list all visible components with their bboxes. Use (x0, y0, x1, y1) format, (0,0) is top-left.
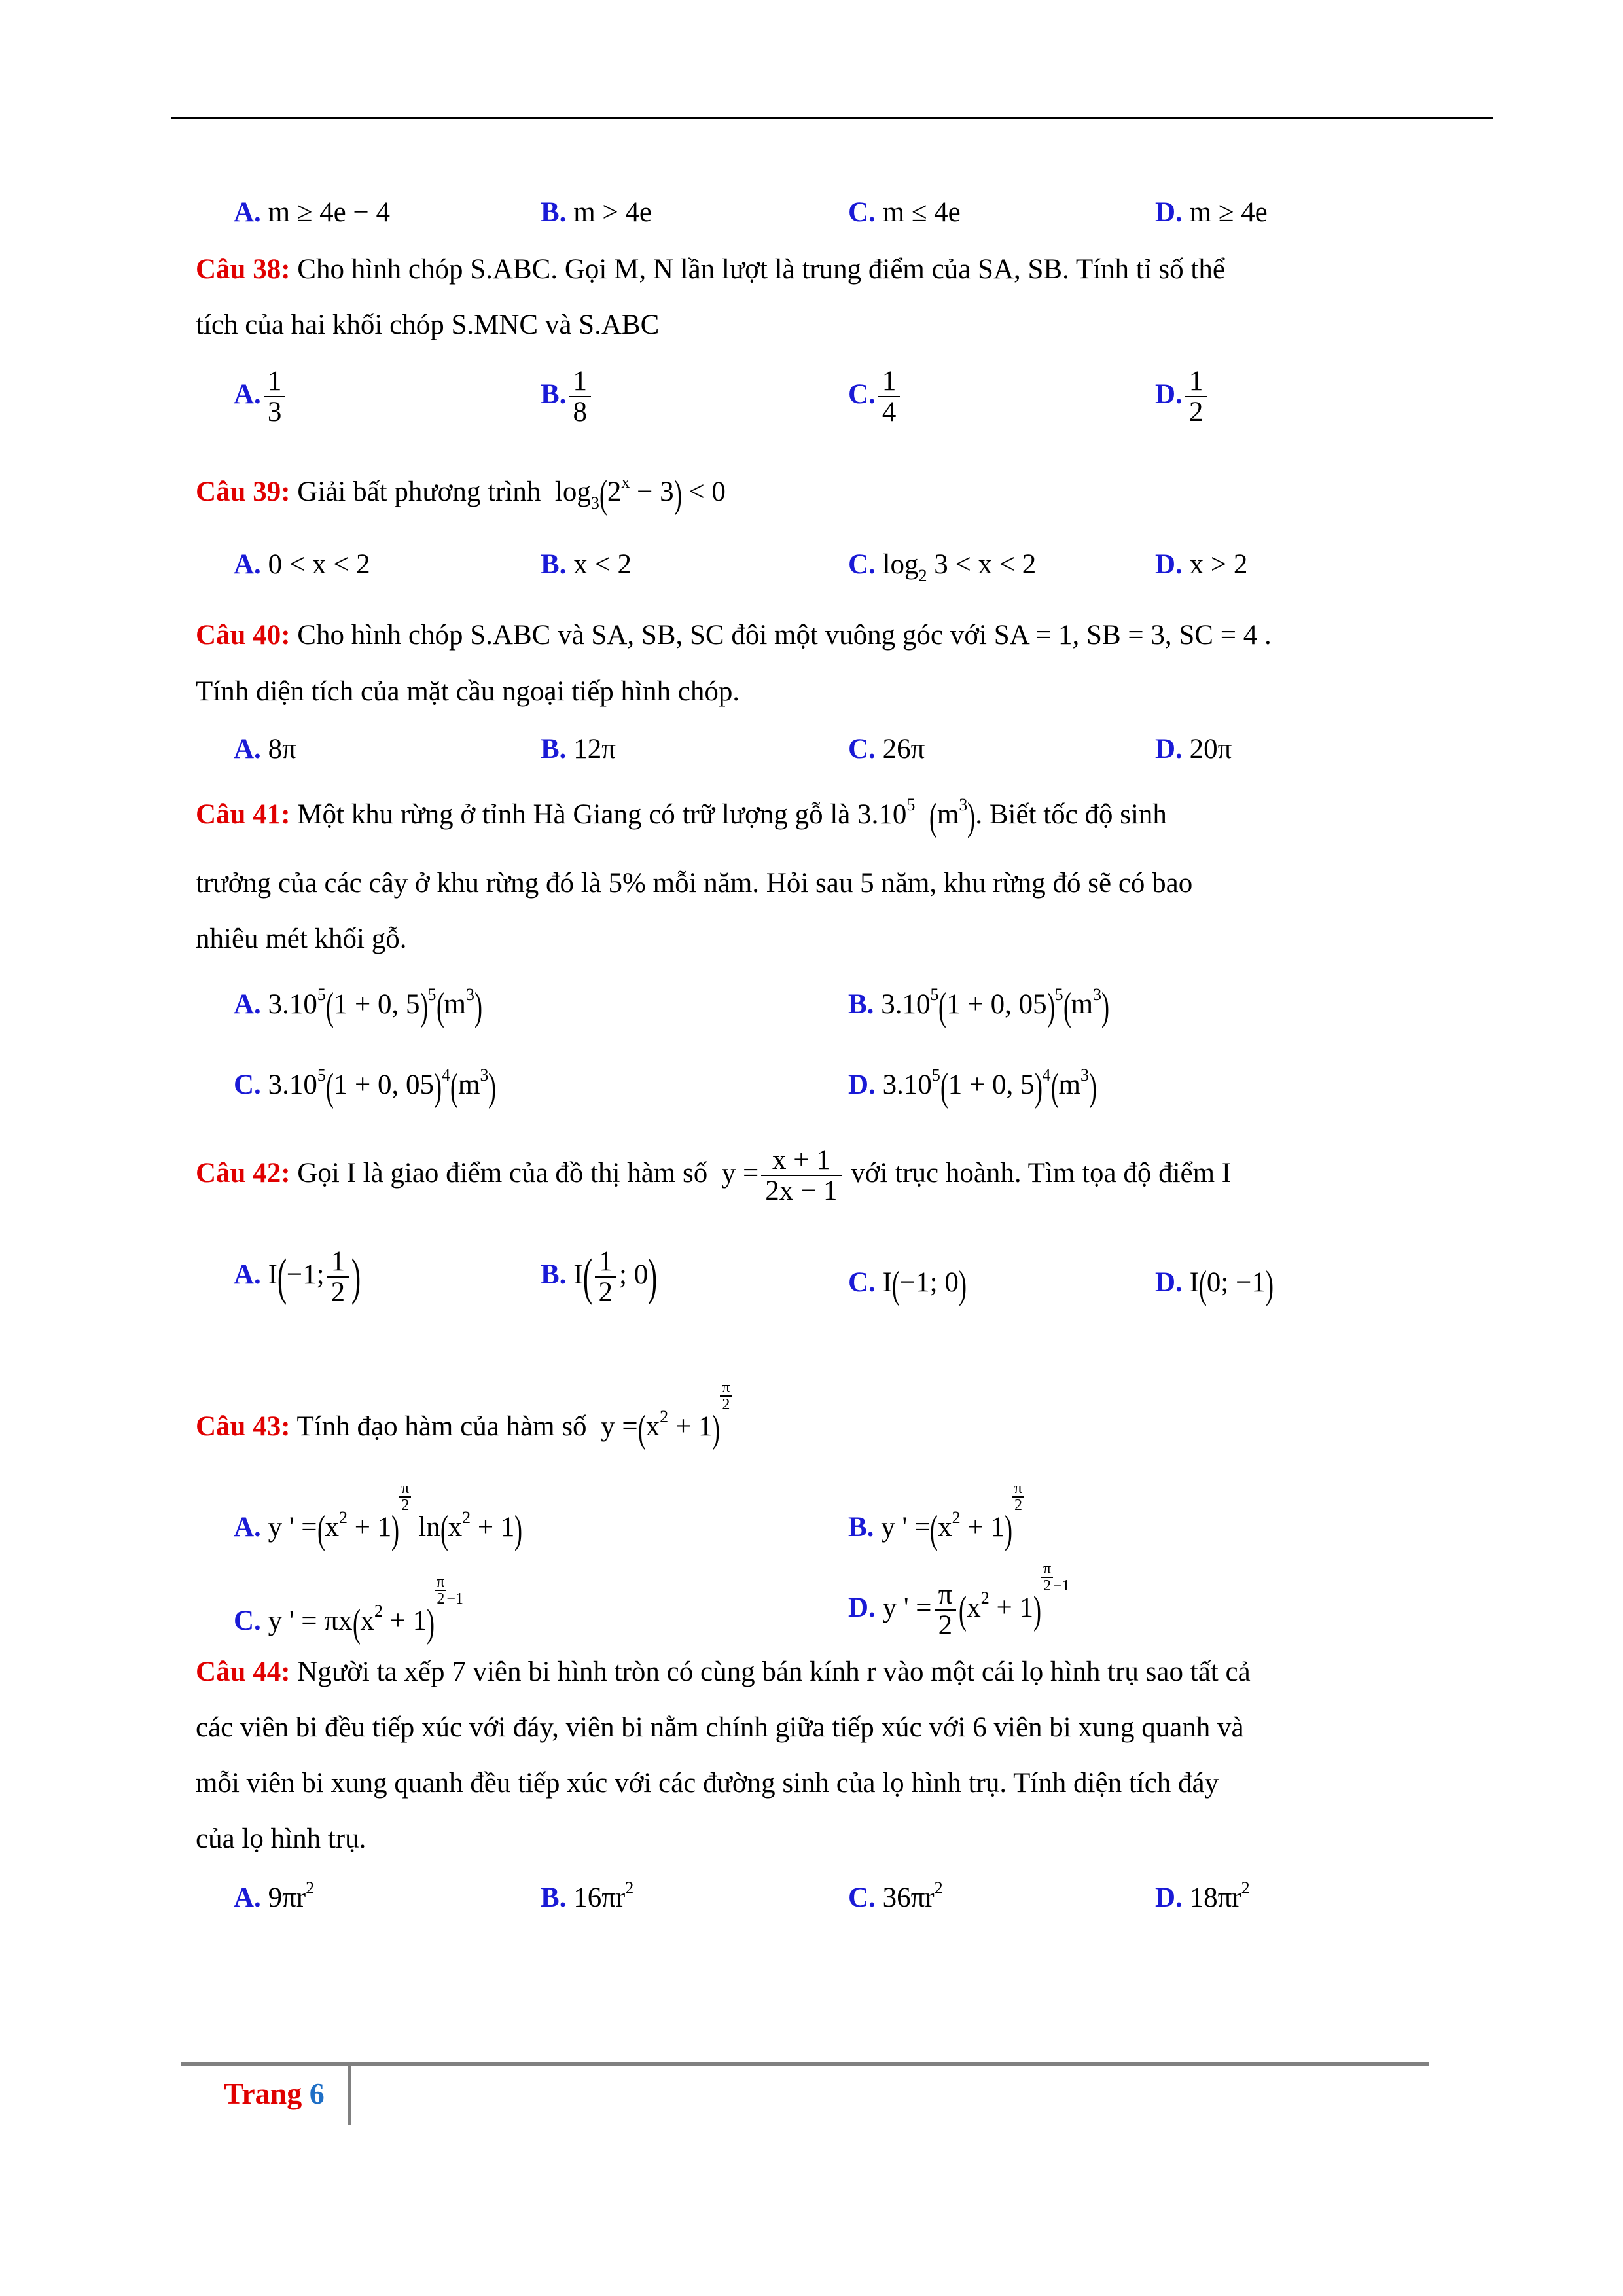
q43-option-d: D. y ' = $\frac{\pi}{2}$ $(x^2 + 1)$ $\frac{\pi}{2}$ $^{-1}$ (848, 1560, 1070, 1641)
q41-option-b: B. $3.10^5(1 + 0$, $05)^5(m^3)$ (848, 985, 1110, 1029)
prev-option-d: D. m ≥ 4e (1155, 197, 1268, 228)
q40-option-b: B. 12π (541, 734, 616, 764)
q44-option-a: A. $9\pi r^2$ (234, 1878, 315, 1913)
q40-option-c: C. 26π (848, 734, 925, 764)
q42-option-d: D. I(0; −1) (1155, 1263, 1274, 1307)
q38-option-c: C. $\frac{1}{4}$ (848, 367, 902, 427)
prev-option-a: A. m ≥ 4e − 4 (234, 197, 390, 228)
question-42: Câu 42: Gọi I là giao điểm của đồ thị hàm số y = $\frac{x + 1}{2x - 1}$ với trục hoành. Tìm tọa độ điểm I (196, 1145, 1232, 1207)
question-44-line2: các viên bi đều tiếp xúc với đáy, viên bi nằm chính giữa tiếp xúc với 6 viên bi xung quanh và (196, 1712, 1244, 1743)
q43-option-a: A. y ' $=(x^2 + 1)$ $\frac{\pi}{2}$ $\ln(x^2 + 1)$ (234, 1480, 523, 1552)
q39-option-d: D. x > 2 (1155, 549, 1248, 580)
question-39: Câu 39: Giải bất phương trình $\log_3(2^x - 3) < 0$ (196, 473, 726, 516)
question-40-line2: Tính diện tích của mặt cầu ngoại tiếp hình chóp. (196, 676, 740, 707)
question-41-line2: trưởng của các cây ở khu rừng đó là 5% mỗi năm. Hỏi sau 5 năm, khu rừng đó sẽ có bao (196, 868, 1193, 899)
question-44-line3: mỗi viên bi xung quanh đều tiếp xúc với các đường sinh của lọ hình trụ. Tính diện tích đáy (196, 1768, 1219, 1799)
page-number: Trang 6 (224, 2077, 325, 2110)
q40-option-d: D. 20π (1155, 734, 1232, 764)
q44-option-b: B. $16\pi r^2$ (541, 1878, 634, 1913)
q42-option-c: C. I(−1; 0) (848, 1263, 967, 1307)
q39-option-a: A. 0 < x < 2 (234, 549, 370, 580)
q39-option-c: C. $\log_2 3 < x < 2$ (848, 549, 1037, 585)
q38-option-a: A. $\frac{1}{3}$ (234, 367, 288, 427)
q40-option-a: A. 8π (234, 734, 296, 764)
prev-option-b: B. m > 4e (541, 197, 652, 228)
question-41-line3: nhiêu mét khối gỗ. (196, 924, 407, 954)
q44-option-c: C. $36\pi r^2$ (848, 1878, 943, 1913)
q41-option-c: C. $3.10^5(1 + 0$, $05)^4(m^3)$ (234, 1066, 497, 1109)
header-rule (171, 117, 1493, 119)
q43-option-c: C. y ' = $\pi x(x^2 + 1)$ $\frac{\pi}{2}$ $^{-1}$ (234, 1573, 463, 1645)
question-38-line2: tích của hai khối chóp S.MNC và S.ABC (196, 310, 660, 340)
footer-divider (348, 2066, 351, 2125)
q44-option-d: D. $18\pi r^2$ (1155, 1878, 1250, 1913)
q42-option-a: A. I(−1; $\frac{1}{2}$ ) (234, 1246, 361, 1308)
footer-rule (181, 2062, 1429, 2066)
q39-option-b: B. x < 2 (541, 549, 632, 580)
q38-option-d: D. $\frac{1}{2}$ (1155, 367, 1209, 427)
q42-option-b: B. I( $\frac{1}{2}$ ; 0) (541, 1246, 658, 1308)
question-41: Câu 41: Một khu rừng ở tỉnh Hà Giang có trữ lượng gỗ là 3.10$^5$ $(m^3)$. Biết tốc độ sinh (196, 795, 1167, 839)
q43-option-b: B. y ' $=(x^2 + 1)$ $\frac{\pi}{2}$ (848, 1480, 1024, 1543)
question-44-line4: của lọ hình trụ. (196, 1823, 366, 1854)
q41-option-a: A. $3.10^5(1 + 0$, $5)^5(m^3)$ (234, 985, 482, 1029)
question-44: Câu 44: Người ta xếp 7 viên bi hình tròn có cùng bán kính r vào một cái lọ hình trụ sao tất cả (196, 1657, 1251, 1687)
q41-option-d: D. $3.10^5(1 + 0$, $5)^4(m^3)$ (848, 1066, 1097, 1109)
question-38: Câu 38: Cho hình chóp S.ABC. Gọi M, N lần lượt là trung điểm của SA, SB. Tính tỉ số thể (196, 254, 1225, 285)
question-43: Câu 43: Tính đạo hàm của hàm số $y =(x^2 + 1)$ $\frac{\pi}{2}$ (196, 1380, 1419, 1443)
question-40: Câu 40: Cho hình chóp S.ABC và SA, SB, SC đôi một vuông góc với SA = 1, SB = 3, SC = 4 . (196, 620, 1272, 651)
q38-option-b: B. $\frac{1}{8}$ (541, 367, 594, 427)
prev-option-c: C. m ≤ 4e (848, 197, 961, 228)
